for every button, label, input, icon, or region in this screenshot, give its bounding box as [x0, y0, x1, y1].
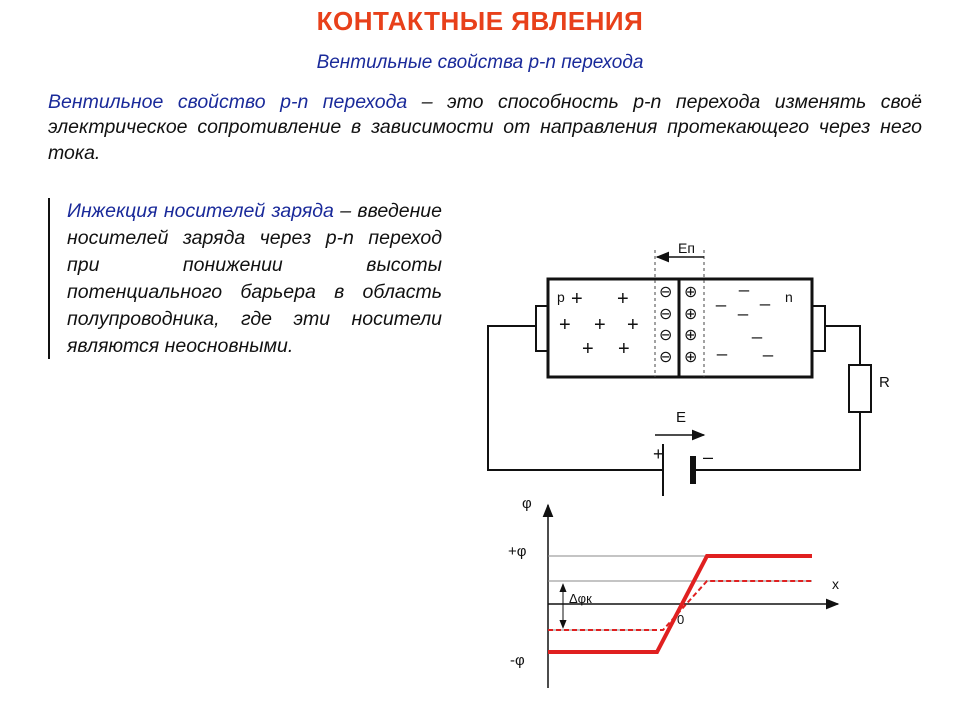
hole: +: [594, 314, 606, 336]
plus-phi-label: +φ: [508, 543, 527, 560]
electron: _: [738, 296, 749, 316]
acceptor-ion: ⊖: [659, 327, 673, 344]
p-region-label: p: [557, 289, 565, 305]
potential-graph: [508, 495, 839, 688]
battery-plus-label: +: [653, 444, 664, 464]
hole: +: [618, 338, 630, 360]
emf-label: Е: [676, 409, 687, 426]
definition-text: – это способность p-n перехода изменять своё электрическое сопротивление в зависимости от направления протекающего через него тока.: [48, 91, 922, 164]
minus-phi-label: -φ: [510, 652, 525, 669]
n-region-label: n: [785, 289, 793, 305]
electron: _: [752, 319, 763, 339]
page-subtitle: Вентильные свойства p-n перехода: [316, 52, 644, 73]
electron: _: [717, 336, 728, 356]
hole: +: [571, 288, 583, 310]
resistor-label: R: [879, 374, 890, 391]
hole: +: [582, 338, 594, 360]
electron: _: [739, 272, 750, 292]
donor-ion: ⊕: [684, 284, 698, 301]
donor-ion: ⊕: [684, 327, 698, 344]
field-label: Еп: [678, 240, 695, 256]
hole: +: [559, 314, 571, 336]
battery-minus-label: –: [703, 447, 714, 467]
right-contact: [812, 306, 825, 351]
donor-ion: ⊕: [684, 349, 698, 366]
hole: +: [617, 288, 629, 310]
x-axis-label: x: [832, 576, 839, 592]
zero-label: 0: [677, 612, 685, 627]
resistor: [849, 365, 871, 412]
electron: _: [760, 286, 771, 306]
donor-ion: ⊕: [684, 306, 698, 323]
left-contact: [536, 306, 548, 351]
hole: +: [627, 314, 639, 336]
injection-text: – введение носителей заряда через p-n переход при понижении высоты потенциального барьера в область полупроводника, где эти носители являются неосновными.: [67, 200, 442, 357]
injection-term: Инжекция носителей заряда: [67, 200, 334, 222]
definition-term: Вентильное свойство p-n перехода: [48, 91, 408, 113]
acceptor-ion: ⊖: [659, 306, 673, 323]
acceptor-ion: ⊖: [659, 284, 673, 301]
electron: _: [763, 337, 774, 357]
electron: _: [716, 287, 727, 307]
acceptor-ion: ⊖: [659, 349, 673, 366]
page-title: КОНТАКТНЫЕ ЯВЛЕНИЯ: [316, 6, 644, 36]
delta-phi-label: Δφк: [569, 591, 592, 606]
y-axis-label: φ: [522, 495, 532, 512]
